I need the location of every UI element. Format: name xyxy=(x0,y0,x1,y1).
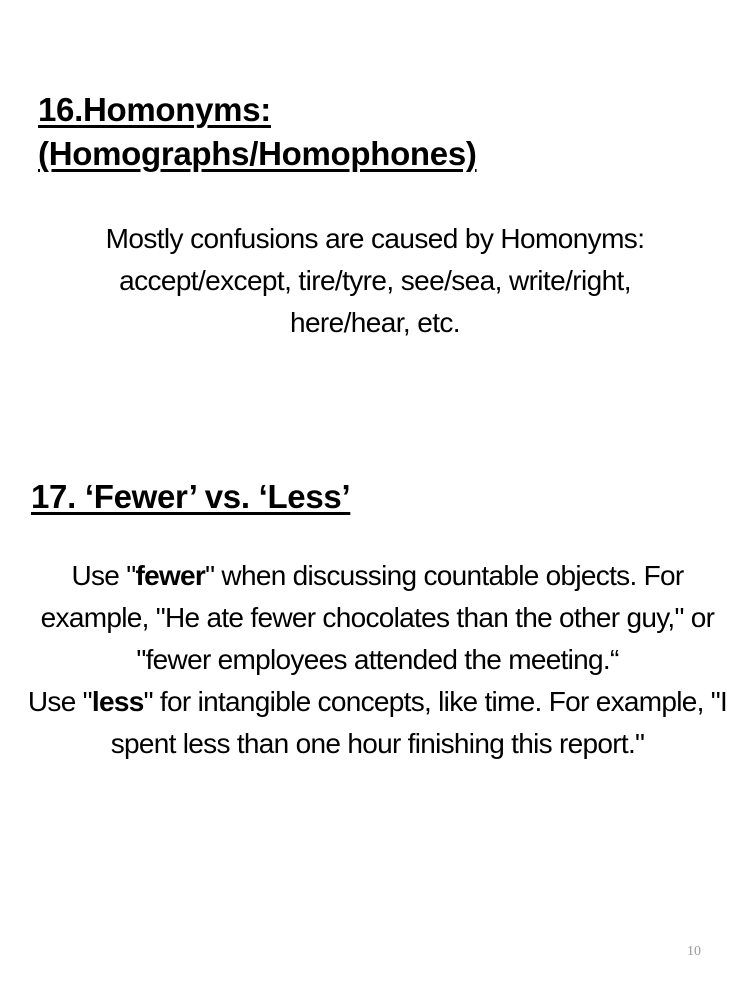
section-16-body-line1: Mostly confusions are caused by Homonyms: xyxy=(105,223,645,254)
fewer-prefix: Use " xyxy=(71,560,136,591)
fewer-text: " when discussing countable objects. For example, "He ate fewer chocolates than the other guy," or "fewer employees attended the meeting.“ xyxy=(40,560,715,675)
fewer-keyword: fewer xyxy=(135,560,206,591)
section-16-title-line1: 16.Homonyms: xyxy=(38,91,271,128)
section-17-heading: 17. ‘Fewer’ vs. ‘Less’ xyxy=(31,478,351,515)
less-keyword: less xyxy=(91,686,144,717)
section-16-body xyxy=(20,218,730,344)
section-16-title-line2: (Homographs/Homophones) xyxy=(38,135,477,172)
section-16-body-line2: accept/except, tire/tyre, see/sea, write/right, xyxy=(119,265,631,296)
section-17-body xyxy=(15,555,740,765)
section-16-body-line3: here/hear, etc. xyxy=(289,307,460,338)
less-prefix: Use " xyxy=(27,686,92,717)
less-paragraph xyxy=(15,681,740,765)
section-16-heading xyxy=(38,88,477,176)
less-text: " for intangible concepts, like time. For example, "I spent less than one hour finishing this report." xyxy=(110,686,728,759)
page-number: 10 xyxy=(687,944,701,959)
fewer-paragraph xyxy=(15,555,740,681)
